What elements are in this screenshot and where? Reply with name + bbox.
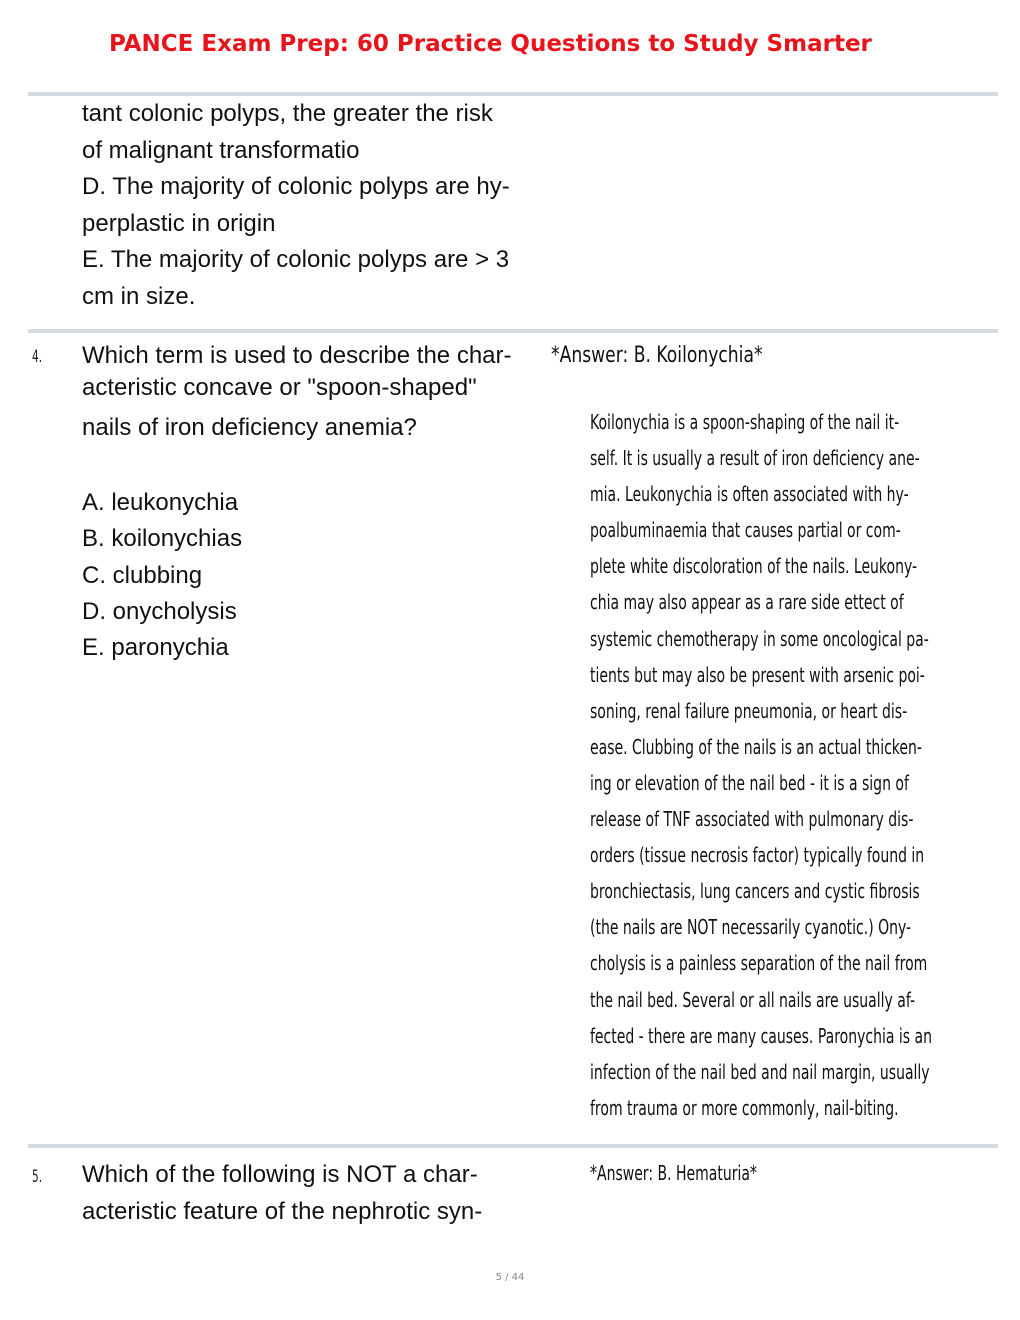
question-number: 5. xyxy=(32,1167,43,1187)
answer-label: *Answer: B. Koilonychia* xyxy=(551,343,763,368)
explanation-line: soning, renal failure pneumonia, or heart dis- xyxy=(590,698,908,723)
explanation-line: Koilonychia is a spoon-shaping of the nail it- xyxy=(590,410,900,434)
explanation-line: poalbuminaemia that causes partial or com- xyxy=(590,518,901,543)
question-4-options xyxy=(82,485,582,666)
text-line: tant colonic polyps, the greater the risk xyxy=(82,100,493,127)
option-e: E. The majority of colonic polyps are > 3 xyxy=(82,246,510,273)
option-d: D. onycholysis xyxy=(82,597,237,625)
explanation-line: chia may also appear as a rare side ettect of xyxy=(590,590,904,615)
question-number: 4. xyxy=(32,347,43,367)
explanation-line: systemic chemotherapy in some oncological pa- xyxy=(590,626,929,651)
explanation-line: release of TNF associated with pulmonary dis- xyxy=(590,807,914,832)
page-number: 5 / 44 xyxy=(495,1272,525,1283)
page-header-title: PANCE Exam Prep: 60 Practice Questions to Study Smarter xyxy=(109,31,872,57)
explanation-line: ease. Clubbing of the nails is an actual thicken- xyxy=(590,734,922,759)
explanation-line: from trauma or more commonly, nail-biting. xyxy=(590,1095,899,1120)
explanation-line: orders (tissue necrosis factor) typically found in xyxy=(590,843,925,868)
question-5-text xyxy=(82,1157,582,1230)
question-line: acteristic concave or "spoon-shaped" xyxy=(82,374,477,401)
explanation-line: mia. Leukonychia is often associated with hy- xyxy=(590,482,909,507)
text-line: of malignant transformatio xyxy=(82,136,360,164)
explanation-line: ing or elevation of the nail bed - it is a sign of xyxy=(590,770,909,795)
question-line: acteristic feature of the nephrotic syn- xyxy=(82,1197,483,1225)
option-e: E. paronychia xyxy=(82,634,229,662)
explanation-line: self. It is usually a result of iron deficiency ane- xyxy=(590,446,920,471)
question-line: nails of iron deficiency anemia? xyxy=(82,414,417,441)
explanation-line: fected - there are many causes. Paronychia is an xyxy=(590,1023,932,1048)
explanation-line: (the nails are NOT necessarily cyanotic.) Ony- xyxy=(590,915,912,940)
explanation-line: plete white discoloration of the nails. Leukony- xyxy=(590,554,918,579)
option-c: C. clubbing xyxy=(82,561,203,589)
explanation-line: tients but may also be present with arsenic poi- xyxy=(590,662,925,687)
question-line: Which term is used to describe the char- xyxy=(82,342,512,369)
explanation-line: cholysis is a painless separation of the nail from xyxy=(590,951,928,976)
continued-question-text xyxy=(82,96,582,315)
section-divider xyxy=(28,1144,998,1148)
explanation-line: bronchiectasis, lung cancers and cystic fibrosis xyxy=(590,879,920,904)
option-d: D. The majority of colonic polyps are hy- xyxy=(82,173,510,200)
explanation-line: the nail bed. Several or all nails are usually af- xyxy=(590,987,916,1012)
question-4-text xyxy=(82,338,582,446)
section-divider xyxy=(28,329,998,333)
option-b: B. koilonychias xyxy=(82,525,243,553)
answer-explanation xyxy=(590,404,932,1126)
explanation-line: infection of the nail bed and nail margin, usually xyxy=(590,1059,930,1084)
question-line: Which of the following is NOT a char- xyxy=(82,1161,478,1188)
text-line: cm in size. xyxy=(82,282,196,310)
text-line: perplastic in origin xyxy=(82,209,276,237)
option-a: A. leukonychia xyxy=(82,489,239,516)
answer-label: *Answer: B. Hematuria* xyxy=(590,1161,757,1185)
